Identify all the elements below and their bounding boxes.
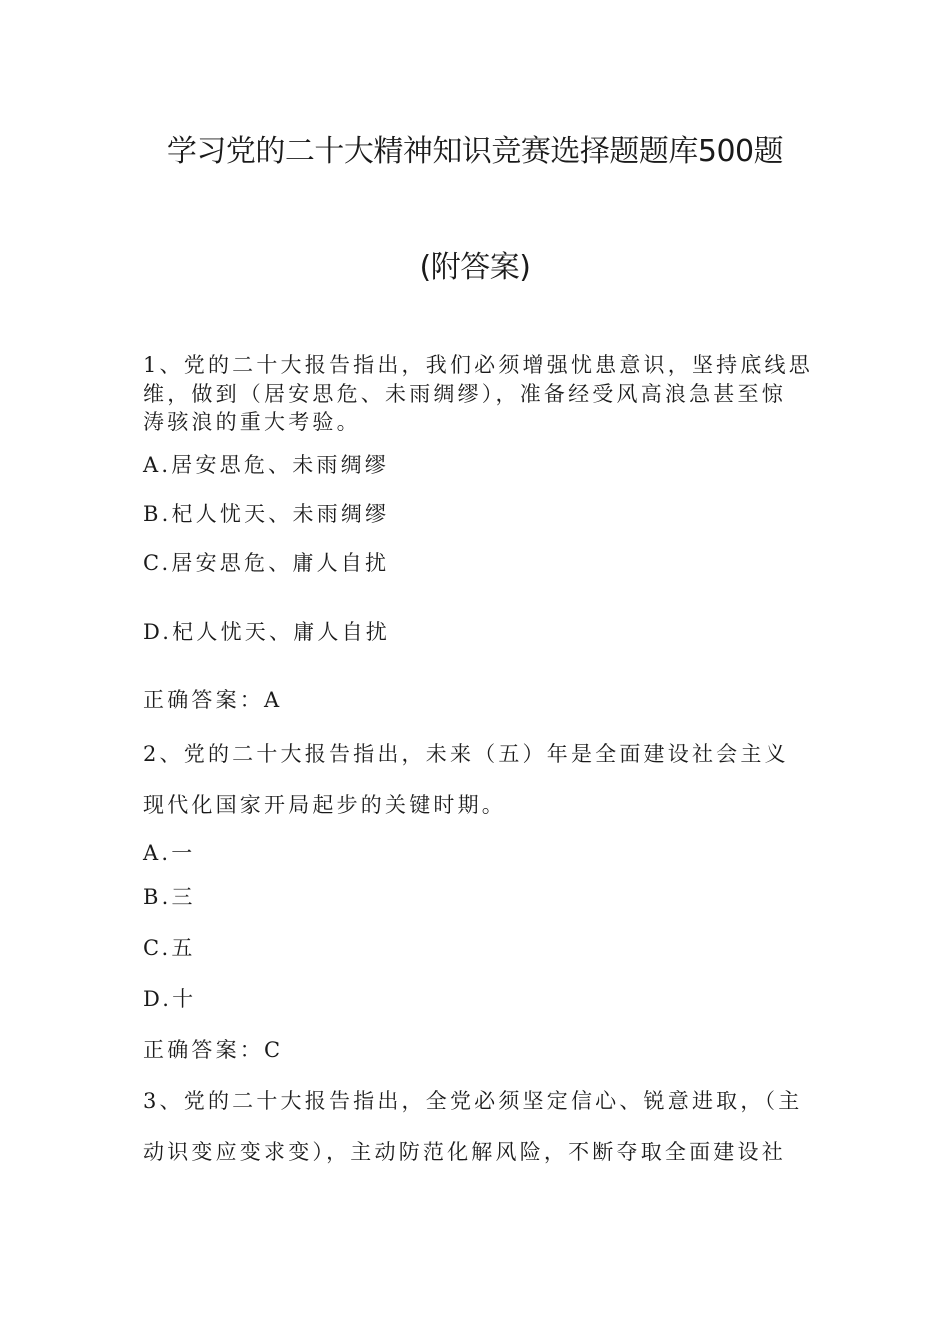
question-2-answer: 正确答案：C bbox=[143, 1038, 284, 1062]
question-1-answer: 正确答案：A bbox=[143, 688, 283, 712]
question-3-stem-line-1: 3、党的二十大报告指出，全党必须坚定信心、锐意进取，（主 bbox=[143, 1089, 803, 1113]
question-1-option-d: D.杞人忧天、庸人自扰 bbox=[143, 620, 390, 644]
question-1-stem-line-1: 1、党的二十大报告指出，我们必须增强忧患意识，坚持底线思 bbox=[143, 353, 813, 377]
question-1-stem-line-3: 涛骇浪的重大考验。 bbox=[143, 410, 361, 434]
question-2-stem-line-1: 2、党的二十大报告指出，未来（五）年是全面建设社会主义 bbox=[143, 742, 789, 766]
question-1-option-a: A.居安思危、未雨绸缪 bbox=[143, 453, 390, 477]
question-1-option-b: B.杞人忧天、未雨绸缪 bbox=[143, 502, 390, 526]
question-2-option-d: D.十 bbox=[143, 987, 197, 1011]
document-title: 学习党的二十大精神知识竞赛选择题题库500题 bbox=[166, 134, 784, 169]
question-2-option-a: A.一 bbox=[143, 841, 196, 865]
question-1-stem-line-2: 维，做到（居安思危、未雨绸缪），准备经受风高浪急甚至惊 bbox=[143, 382, 786, 406]
document-subtitle: (附答案) bbox=[419, 250, 531, 285]
question-1-option-c: C.居安思危、庸人自扰 bbox=[143, 551, 390, 575]
question-2-option-c: C.五 bbox=[143, 936, 196, 960]
question-2-option-b: B.三 bbox=[143, 885, 196, 909]
question-3-stem-line-2: 动识变应变求变），主动防范化解风险，不断夺取全面建设社 bbox=[143, 1140, 786, 1164]
question-2-stem-line-2: 现代化国家开局起步的关键时期。 bbox=[143, 793, 506, 817]
